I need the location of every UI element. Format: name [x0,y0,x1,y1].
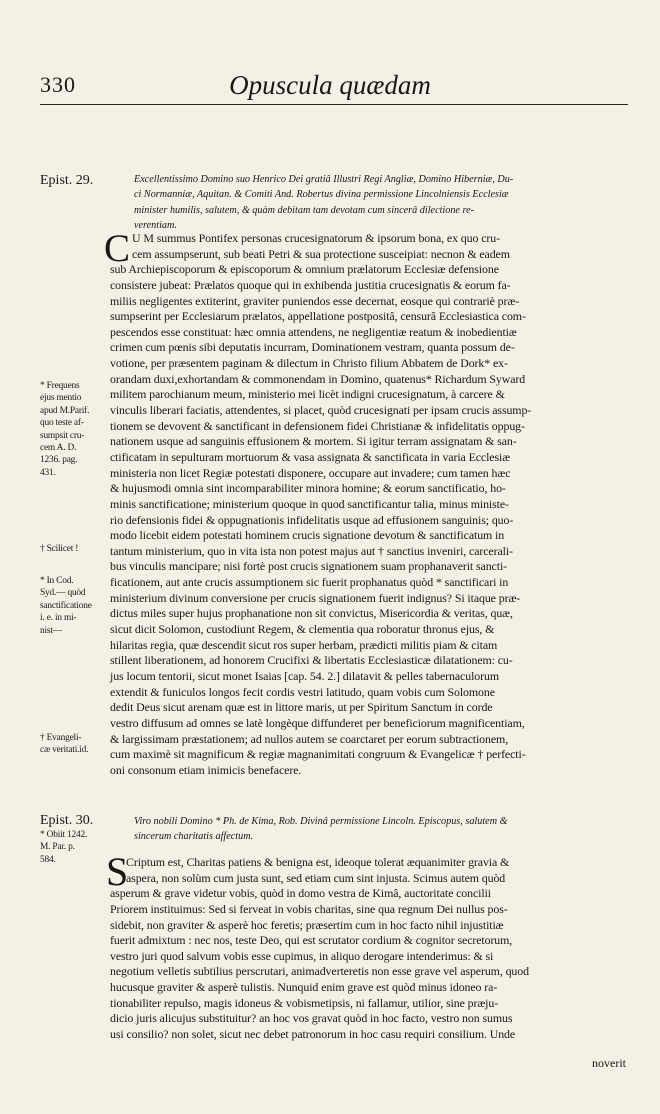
body-line: & largissimam præstationem; ad nullos autem se coarctaret per eorum subtractionem, [110,731,509,746]
body-line: extendit & funiculos longos fecit cordis vestri latitudo, quam vobis cum Solomone [110,684,495,699]
side-note: † Scilicet ! [40,544,79,554]
body-line: pescendos esse constituat: hæc omnia attendens, ne negligentiæ reatum & inobedientiæ [110,324,517,339]
body-line: U M summus Pontifex personas crucesignatorum & ipsorum bona, ex quo cru- [132,231,500,245]
body-line: votione, per præsentem paginam & dilectum in Christo filium Abbatem de Dork* ex- [110,356,508,371]
body-line: ctificatam in sepulturam mortuorum & vasa assignata & sanctificata in varia Ecclesiæ [110,449,511,464]
body-line: hilaritas regia, quæ descendit sicut ros super herbam, prædicti militis piam & citam [110,637,498,652]
body-line: bus vinculis mancipare; nisi fortè post crucis signationem suam prophanaverit sancti- [110,559,508,574]
epistle-30-address: Viro nobili Domino * Ph. de Kima, Rob. Divinâ permissione Lincoln. Episcopus, salutem & sincerum charitatis affectum. [134,816,508,843]
header-rule [40,104,628,105]
body-line: cem assumpserunt, sub beati Petri & sua protectione susceipiat: necnon & eadem [132,246,510,261]
body-line: consistere jubeat: Prælatos quoque qui in exhibenda justitia crucesignatis & eorum fa- [110,277,511,292]
body-line: & hujusmodi omnia sint incomparabiliter minora homine; & eorum sanctificatio, ho- [110,481,506,496]
body-line: vestro juri quod salvum vobis esse cupimus, in aliquo derogare intenderimus: & si [110,948,494,963]
body-line: sub Archiepiscoporum & episcoporum & omnium prælatorum Ecclesiæ defensione [110,262,499,277]
side-note: * In Cod. Syd.— quòd sanctificatione i. e. in mi- nist— [40,576,92,636]
body-line: vestro diffusum ad omnes se latè longèque diffunderet per beneficiorum magnificentiam, [110,715,525,730]
body-line: cum maximè sit magnificum & regiæ magnanimitati congruum & Evangelicæ † perfecti- [110,747,526,762]
body-line: asperum & grave videtur vobis, quòd in domo vestra de Kimâ, auctoritate concilii [110,886,491,901]
side-note: * Frequens ejus mentio apud M.Parif. quo teste af- sumpsit cru- cem A. D. 1236. pag. 431. [40,381,90,478]
epistle-29-body [110,231,626,778]
running-title: Opuscula quædam [229,70,431,100]
body-line: dicio juris alicujus substituitur? an hoc vos gravat quòd in hoc facto, vestro non sumus [110,1011,513,1026]
body-line: tantum ministerium, quo in vita ista non potest majus aut † sanctius inveniri, carcerali- [110,543,513,558]
body-line: dictus miles super hujus prophanatione non sit convictus, Misericordia & veritas, quæ, [110,606,513,621]
body-line: fuerit admixtum : nec nos, teste Deo, qui est scrutator cordium & cognitor secretorum, [110,933,513,948]
epistle-30-label: Epist. 30. [40,813,94,828]
epistle-30-body [110,855,626,1043]
body-line: ficationem, aut ante crucis assumptionem sic fuerit prophanatus quòd * sanctificari in [110,575,509,590]
body-line: stillent liberationem, ad honorem Crucifixi & libertatis Ecclesiasticæ dilatationem: cu- [110,653,513,668]
body-line: tionem se devovent & sanctificant in defensionem fidei Christianæ & infidelitatis oppug- [110,418,525,433]
body-line: Criptum est, Charitas patiens & benigna est, ideoque tolerat æquanimiter gravia & [126,855,510,869]
body-line: sidebit, non graviter & asperè hoc feretis; præsertim cum in hoc facto nihil injustitiæ [110,917,504,932]
page-number: 330 [40,72,76,97]
body-line: usi consilio? non solet, sicut nec debet patronorum in hoc casu requiri consilium. Unde [110,1027,516,1042]
body-line: dedit Deus sicut arenam quæ est in littore maris, ut per Spiritum Sanctum in corde [110,700,493,715]
body-line: sumpserint per Ecclesiarum prælatos, appellatione postpositâ, censurâ Ecclesiastica com- [110,309,526,324]
body-line: modo licebit eidem potestati hominem crucis signatione devotum & sanctificatum in [110,528,505,543]
body-line: rio defensionis fidei & oppugnationis infidelitatis usque ad effusionem sanguinis; quo- [110,512,514,527]
side-note: † Evangeli- cæ veritati.id. [40,733,89,756]
body-line: miliis negligentes extiterint, graviter puniendos esse decernat, eosque qui contrariè præ- [110,293,520,308]
body-line: crimen cum pœnis sibi deputatis incurram, Dominationem vestram, quanta possum de- [110,340,515,355]
body-line: ministerium divinum conversione per crucis signationem fuerit indignus? Si itaque præ- [110,590,521,605]
body-line: hucusque graviter & asperè tulistis. Nunquid enim grave est quòd minus idoneo ra- [110,980,498,995]
body-line: tionabiliter repulso, magis idoneus & vobismetipsis, ni fallamur, utilior, sine præju- [110,995,499,1010]
body-line: orandam duxi,exhortandam & commonendam in Domino, quatenus* Richardum Syward [110,371,526,386]
body-line: oni consonum etiam inimicis benefacere. [110,762,302,777]
body-line: negotium velletis subtilius perscrutari, animadverteretis non esse grave vel asperum, quod [110,964,529,979]
epistle-30-dropcap: S [106,849,129,894]
body-line: nationem usque ad sanguinis effusionem & mortem. Si igitur terram assignatam & san- [110,434,517,449]
epistle-29-label: Epist. 29. [40,173,94,188]
body-line: aspera, non solùm cum justa sunt, sed etiam cum sint injusta. Scimus autem quòd [126,870,506,885]
body-line: militem parochianum meum, ministerio mei licèt indigni crucesignatum, à carcere & [110,387,505,402]
body-line: minis sanctificatione; ministerium quoque in quod sanctificantur talia, minus ministe- [110,496,509,511]
body-line: ministeria non licet Regiæ potestati disponere, occupare aut invadere; cum tamen hæc [110,465,511,480]
body-line: jus locum tentorii, sicut monet Isaias [cap. 54. 2.] dilatavit & pelles tabernaculorum [110,668,499,683]
body-line: vinculis liberari faciatis, attendentes, si placet, quòd crucesignati per ipsam crucis assump- [110,403,532,418]
epistle-29-address: Excellentissimo Domino suo Henrico Dei gratiâ Illustri Regi Angliæ, Domino Hiberniæ, Du- ci Normanniæ, Aquitan. & Comiti And. Robertus divina permissione Lincolniensis Ecclesiæ minister humilis, salutem, & quàm debitam tam devotam cum sincerâ dilectione re- verentiam. [134,174,514,232]
catchword: noverit [592,1056,626,1070]
epistle-30-note: * Obiit 1242. M. Par. p. 584. [40,830,88,865]
body-line: Priorem instituimus: Sed si ferveat in vobis charitas, sine qua regnum Dei nullus pos- [110,901,508,916]
epistle-29-dropcap: C [104,227,131,270]
body-line: sicut dicit Solomon, custodiunt Regem, & clementia qua roboratur thronus ejus, & [110,622,495,637]
